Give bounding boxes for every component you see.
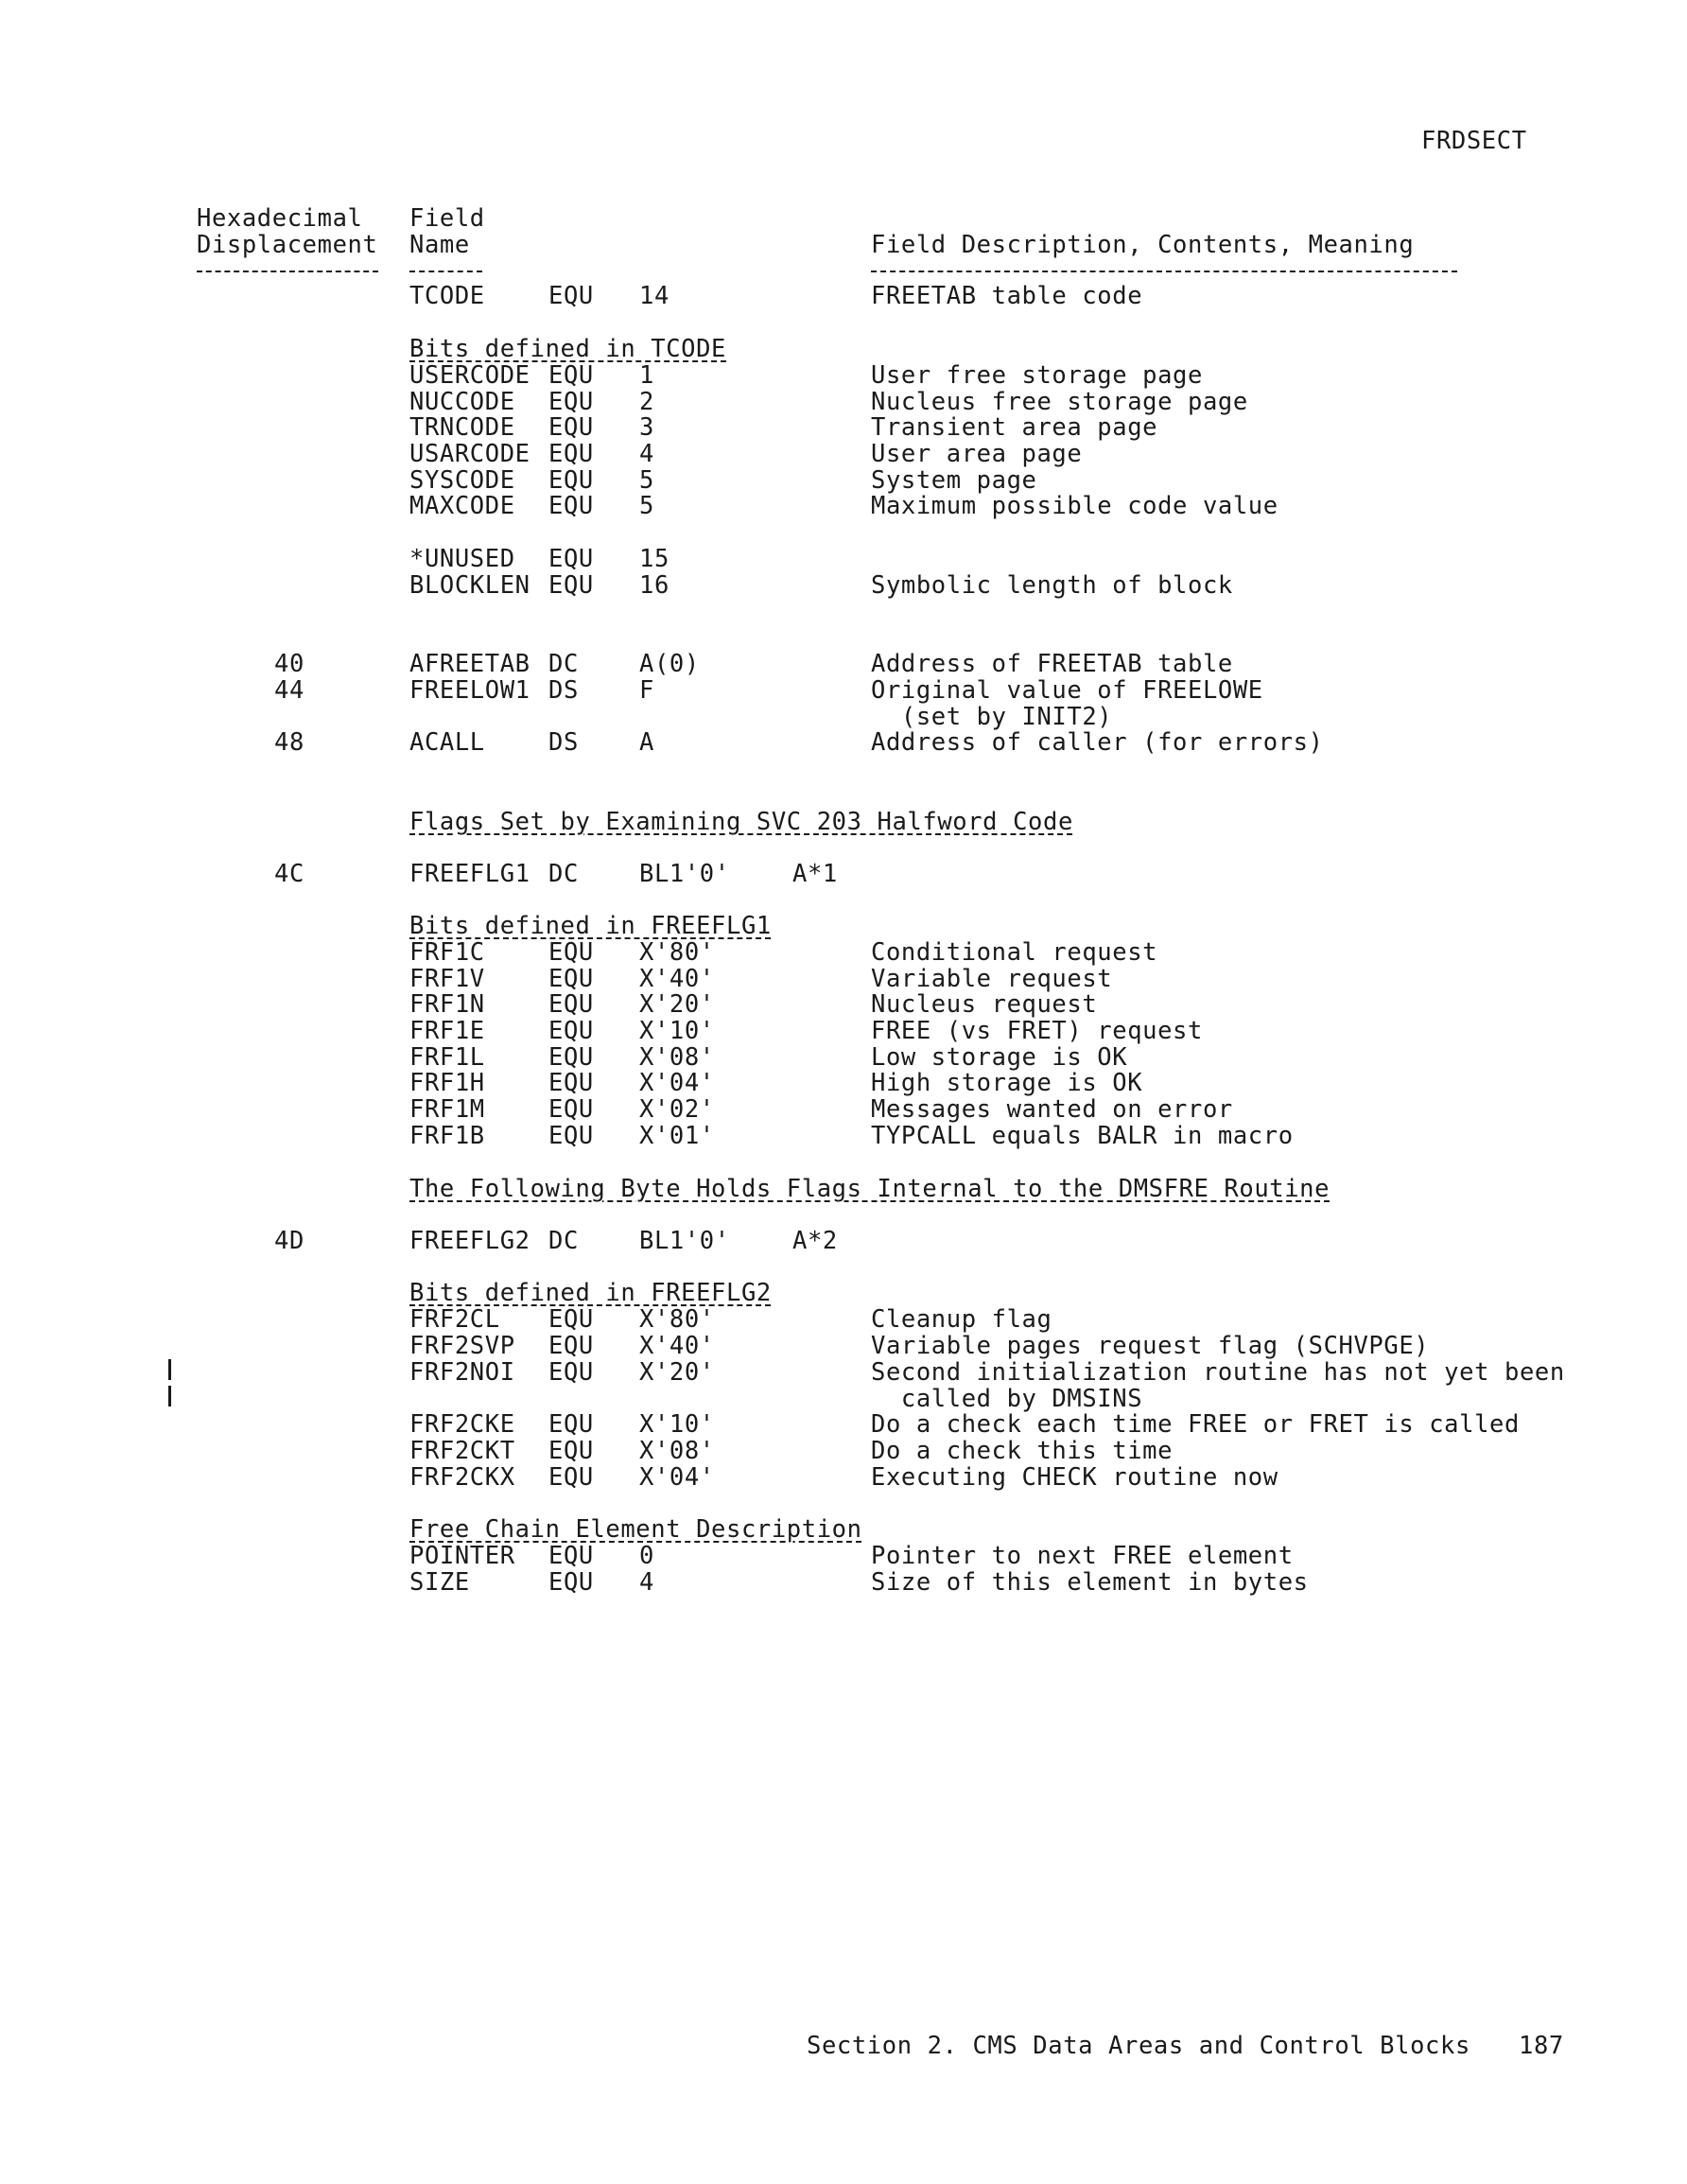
operand-cell: 4 <box>639 1568 654 1597</box>
field-name-cell: FRF2CKE <box>409 1410 515 1439</box>
opcode-cell: EQU <box>548 282 594 310</box>
description-cell: FREE (vs FRET) request <box>871 1017 1203 1045</box>
description-cell: called by DMSINS <box>871 1385 1143 1413</box>
column-header-displacement-line1: Hexadecimal <box>197 204 363 233</box>
revision-bar <box>168 1386 171 1406</box>
section-heading: Bits defined in FREEFLG1 <box>409 912 772 940</box>
description-cell: Variable pages request flag (SCHVPGE) <box>871 1332 1430 1360</box>
field-name-cell: NUCCODE <box>409 388 515 416</box>
operand-cell: X'04' <box>639 1069 715 1097</box>
displacement-cell: 4D <box>274 1227 304 1255</box>
description-cell: Address of caller (for errors) <box>871 728 1324 757</box>
opcode-cell: EQU <box>548 1463 594 1492</box>
field-name-cell: FREEFLG1 <box>409 860 530 888</box>
field-name-cell: MAXCODE <box>409 492 515 520</box>
description-cell: Symbolic length of block <box>871 571 1233 600</box>
field-name-cell: FRF1H <box>409 1069 485 1097</box>
section-heading: Bits defined in TCODE <box>409 335 726 363</box>
field-name-cell: FRF1C <box>409 938 485 967</box>
opcode-cell: DC <box>548 650 579 678</box>
opcode-cell: EQU <box>548 361 594 390</box>
running-head: FRDSECT <box>1421 127 1527 155</box>
operand-cell: BL1'0' <box>639 860 730 888</box>
opcode-cell: EQU <box>548 1069 594 1097</box>
footer-section-title: Section 2. CMS Data Areas and Control Blocks <box>807 2032 1470 2060</box>
description-cell: TYPCALL equals BALR in macro <box>871 1122 1294 1150</box>
field-name-cell: FREEFLG2 <box>409 1227 530 1255</box>
operand-cell: A(0) <box>639 650 700 678</box>
description-cell: Executing CHECK routine now <box>871 1463 1278 1492</box>
description-cell: Address of FREETAB table <box>871 650 1233 678</box>
opcode-cell: EQU <box>548 1568 594 1597</box>
field-name-cell: FRF2CKX <box>409 1463 515 1492</box>
field-name-cell: ACALL <box>409 728 485 757</box>
opcode-cell: EQU <box>548 965 594 993</box>
operand-cell: X'04' <box>639 1463 715 1492</box>
description-cell: Size of this element in bytes <box>871 1568 1309 1597</box>
opcode-cell: EQU <box>548 571 594 600</box>
description-cell: Nucleus free storage page <box>871 388 1248 416</box>
operand-cell: X'80' <box>639 1305 715 1334</box>
attribute-cell: A*1 <box>792 860 838 888</box>
opcode-cell: EQU <box>548 1332 594 1360</box>
description-cell: User free storage page <box>871 361 1203 390</box>
field-name-cell: FRF2CKT <box>409 1437 515 1465</box>
section-heading: The Following Byte Holds Flags Internal to the DMSFRE Routine <box>409 1175 1330 1203</box>
operand-cell: X'10' <box>639 1410 715 1439</box>
field-name-cell: FRF1M <box>409 1095 485 1124</box>
displacement-cell: 40 <box>274 650 304 678</box>
field-name-cell: POINTER <box>409 1542 515 1570</box>
description-cell: Conditional request <box>871 938 1158 967</box>
field-name-cell: BLOCKLEN <box>409 571 530 600</box>
field-name-cell: FRF1E <box>409 1017 485 1045</box>
field-name-cell: TCODE <box>409 282 485 310</box>
displacement-cell: 4C <box>274 860 304 888</box>
displacement-cell: 44 <box>274 676 304 705</box>
operand-cell: 4 <box>639 440 654 468</box>
description-cell: User area page <box>871 440 1083 468</box>
opcode-cell: DC <box>548 860 579 888</box>
opcode-cell: EQU <box>548 492 594 520</box>
description-cell: Second initialization routine has not yet been <box>871 1358 1565 1387</box>
description-cell: Messages wanted on error <box>871 1095 1233 1124</box>
description-cell: Nucleus request <box>871 990 1098 1019</box>
opcode-cell: EQU <box>548 1043 594 1072</box>
opcode-cell: EQU <box>548 545 594 573</box>
field-name-cell: FRF2CL <box>409 1305 500 1334</box>
attribute-cell: A*2 <box>792 1227 838 1255</box>
description-cell: Pointer to next FREE element <box>871 1542 1294 1570</box>
operand-cell: BL1'0' <box>639 1227 730 1255</box>
field-name-cell: FRF1L <box>409 1043 485 1072</box>
operand-cell: X'40' <box>639 965 715 993</box>
description-cell: High storage is OK <box>871 1069 1143 1097</box>
field-name-cell: SYSCODE <box>409 466 515 495</box>
field-name-cell: FRF1B <box>409 1122 485 1150</box>
operand-cell: X'80' <box>639 938 715 967</box>
field-name-cell: FRF1N <box>409 990 485 1019</box>
description-cell: Do a check each time FREE or FRET is called <box>871 1410 1520 1439</box>
operand-cell: 0 <box>639 1542 654 1570</box>
description-cell: Do a check this time <box>871 1437 1174 1465</box>
operand-cell: F <box>639 676 654 705</box>
opcode-cell: EQU <box>548 1437 594 1465</box>
operand-cell: X'40' <box>639 1332 715 1360</box>
column-header-displacement-line2: Displacement <box>197 231 378 259</box>
operand-cell: 3 <box>639 413 654 442</box>
operand-cell: 1 <box>639 361 654 390</box>
description-cell: System page <box>871 466 1037 495</box>
operand-cell: 5 <box>639 466 654 495</box>
description-cell: Cleanup flag <box>871 1305 1052 1334</box>
opcode-cell: EQU <box>548 1305 594 1334</box>
operand-cell: 14 <box>639 282 670 310</box>
description-cell: Variable request <box>871 965 1113 993</box>
opcode-cell: EQU <box>548 1122 594 1150</box>
opcode-cell: EQU <box>548 990 594 1019</box>
operand-cell: X'08' <box>639 1043 715 1072</box>
description-cell: Low storage is OK <box>871 1043 1128 1072</box>
operand-cell: X'20' <box>639 990 715 1019</box>
opcode-cell: EQU <box>548 938 594 967</box>
field-name-cell: FRF2NOI <box>409 1358 515 1387</box>
description-cell: FREETAB table code <box>871 282 1143 310</box>
section-heading: Free Chain Element Description <box>409 1515 862 1544</box>
opcode-cell: EQU <box>548 440 594 468</box>
section-heading: Bits defined in FREEFLG2 <box>409 1279 772 1307</box>
operand-cell: 5 <box>639 492 654 520</box>
field-name-cell: FRF2SVP <box>409 1332 515 1360</box>
description-cell: Original value of FREELOWE <box>871 676 1263 705</box>
opcode-cell: EQU <box>548 1542 594 1570</box>
revision-bar <box>168 1359 171 1380</box>
field-name-cell: *UNUSED <box>409 545 515 573</box>
operand-cell: X'10' <box>639 1017 715 1045</box>
field-name-cell: TRNCODE <box>409 413 515 442</box>
field-name-cell: USERCODE <box>409 361 530 390</box>
footer-page-number: 187 <box>1519 2032 1564 2060</box>
opcode-cell: EQU <box>548 1410 594 1439</box>
operand-cell: X'08' <box>639 1437 715 1465</box>
header-rule-field-name <box>409 271 482 272</box>
header-rule-description <box>871 271 1457 272</box>
operand-cell: X'20' <box>639 1358 715 1387</box>
field-name-cell: FRF1V <box>409 965 485 993</box>
description-cell: Maximum possible code value <box>871 492 1278 520</box>
field-name-cell: FREELOW1 <box>409 676 530 705</box>
field-name-cell: SIZE <box>409 1568 470 1597</box>
opcode-cell: DS <box>548 676 579 705</box>
field-name-cell: AFREETAB <box>409 650 530 678</box>
column-header-field-line2: Name <box>409 231 470 259</box>
operand-cell: A <box>639 728 654 757</box>
column-header-field-line1: Field <box>409 204 485 233</box>
description-cell: (set by INIT2) <box>871 703 1113 731</box>
operand-cell: 15 <box>639 545 670 573</box>
column-header-description: Field Description, Contents, Meaning <box>871 231 1415 259</box>
opcode-cell: DS <box>548 728 579 757</box>
operand-cell: X'02' <box>639 1095 715 1124</box>
displacement-cell: 48 <box>274 728 304 757</box>
opcode-cell: DC <box>548 1227 579 1255</box>
section-heading: Flags Set by Examining SVC 203 Halfword Code <box>409 808 1073 836</box>
opcode-cell: EQU <box>548 466 594 495</box>
operand-cell: 2 <box>639 388 654 416</box>
header-rule-displacement <box>197 271 378 272</box>
opcode-cell: EQU <box>548 1358 594 1387</box>
description-cell: Transient area page <box>871 413 1158 442</box>
opcode-cell: EQU <box>548 388 594 416</box>
operand-cell: 16 <box>639 571 670 600</box>
opcode-cell: EQU <box>548 413 594 442</box>
opcode-cell: EQU <box>548 1095 594 1124</box>
field-name-cell: USARCODE <box>409 440 530 468</box>
operand-cell: X'01' <box>639 1122 715 1150</box>
opcode-cell: EQU <box>548 1017 594 1045</box>
